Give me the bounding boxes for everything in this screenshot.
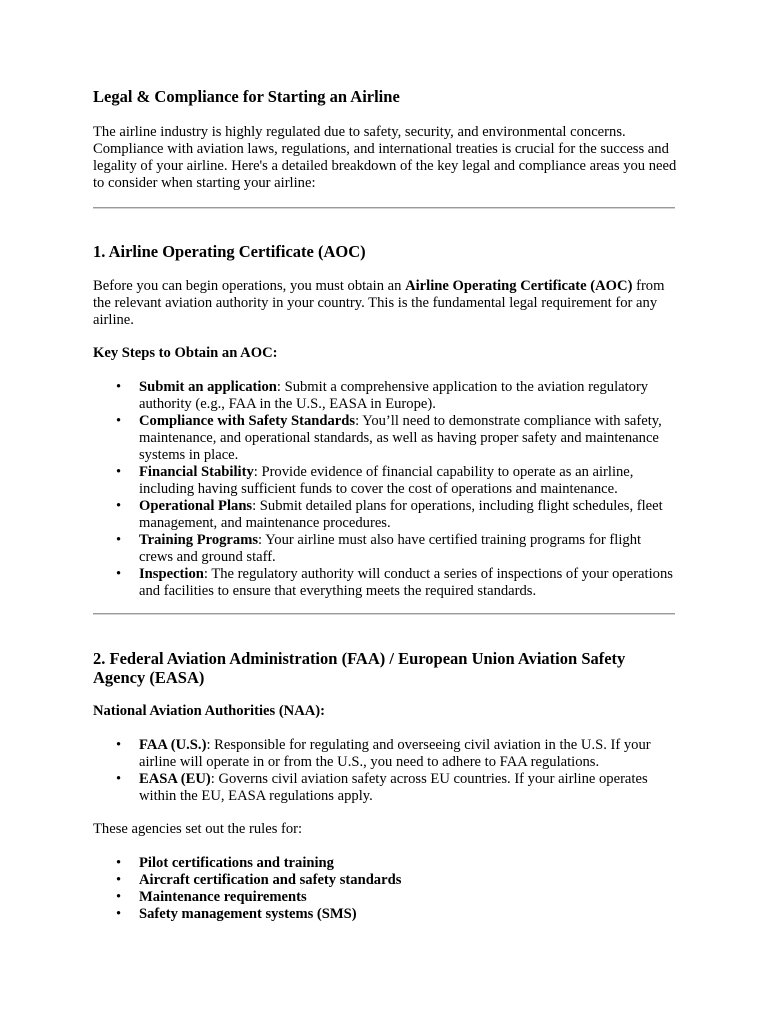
- list-item: [93, 737, 677, 771]
- list-item-term: Inspection: [139, 566, 204, 582]
- naa-subheading-text: National Aviation Authorities (NAA):: [93, 703, 326, 719]
- naa-subheading: [93, 703, 677, 720]
- list-item: [93, 498, 677, 532]
- list-item: [93, 413, 677, 464]
- bullet-icon: •: [116, 889, 122, 905]
- aoc-steps-subheading: [93, 345, 677, 362]
- list-item-term: Maintenance requirements: [139, 889, 307, 905]
- list-item: [93, 771, 677, 805]
- bullet-icon: •: [116, 379, 122, 395]
- bullet-icon: •: [116, 532, 122, 548]
- list-item-text: : You’ll need to demonstrate compliance with safety, maintenance, and operational standards, as well as having proper safety and maintenance systems in place.: [139, 413, 662, 463]
- list-item-text: : Submit a comprehensive application to the aviation regulatory authority (e.g., FAA in the U.S., EASA in Europe).: [139, 379, 649, 412]
- list-item-text: : Submit detailed plans for operations, including flight schedules, fleet management, and maintenance procedures.: [139, 498, 663, 531]
- list-item-term: Financial Stability: [139, 464, 254, 480]
- list-item-term: Compliance with Safety Standards: [139, 413, 356, 429]
- list-item-text: : Responsible for regulating and overseeing civil aviation in the U.S. If your airline will operate in or from the U.S., you need to adhere to FAA regulations.: [139, 737, 651, 770]
- section-divider: [93, 613, 675, 615]
- section-2-heading: 2. Federal Aviation Administration (FAA) / European Union Aviation Safety Agency (EASA): [93, 649, 626, 687]
- list-item-text: : Governs civil aviation safety across EU countries. If your airline operates within the EU, EASA regulations apply.: [139, 771, 648, 804]
- list-item: [93, 532, 677, 566]
- list-item-text: : The regulatory authority will conduct a series of inspections of your operations and facilities to ensure that everything meets the required standards.: [139, 566, 673, 599]
- bullet-icon: •: [116, 771, 122, 787]
- bullet-icon: •: [116, 464, 122, 480]
- list-item: [93, 889, 677, 906]
- bullet-icon: •: [116, 906, 122, 922]
- list-item: [93, 566, 677, 600]
- list-item: [93, 872, 677, 889]
- list-item: [93, 379, 677, 413]
- document-title: Legal & Compliance for Starting an Airline: [93, 87, 400, 106]
- list-item-term: FAA (U.S.): [139, 737, 207, 753]
- list-item-term: Submit an application: [139, 379, 277, 395]
- naa-list: [93, 737, 677, 805]
- bullet-icon: •: [116, 498, 122, 514]
- bullet-icon: •: [116, 566, 122, 582]
- list-item-text: : Your airline must also have certified training programs for flight crews and ground staff.: [139, 532, 642, 565]
- rules-list: [93, 855, 677, 923]
- aoc-intro-text-end: from the relevant aviation authority in your country. This is the fundamental legal requirement for any airline.: [93, 278, 665, 328]
- aoc-steps-subheading-text: Key Steps to Obtain an AOC:: [93, 345, 278, 361]
- intro-paragraph: The airline industry is highly regulated due to safety, security, and environmental concerns. Compliance with aviation laws, regulations, and international treaties is crucial for the success and legality of your airline. Here's a detailed breakdown of the key legal and compliance areas you need to consider when starting your airline:: [93, 124, 677, 191]
- list-item-term: EASA (EU): [139, 771, 211, 787]
- list-item: [93, 855, 677, 872]
- aoc-steps-list: [93, 379, 677, 600]
- rules-intro-paragraph: These agencies set out the rules for:: [93, 821, 303, 837]
- list-item-term: Aircraft certification and safety standards: [139, 872, 402, 888]
- list-item: [93, 906, 677, 923]
- bullet-icon: •: [116, 737, 122, 753]
- list-item-text: : Provide evidence of financial capability to operate as an airline, including having sufficient funds to cover the cost of operations and maintenance.: [139, 464, 634, 497]
- list-item: [93, 464, 677, 498]
- aoc-term: Airline Operating Certificate (AOC): [405, 278, 633, 294]
- list-item-term: Training Programs: [139, 532, 259, 548]
- bullet-icon: •: [116, 855, 122, 871]
- bullet-icon: •: [116, 872, 122, 888]
- aoc-intro-text-start: Before you can begin operations, you must obtain an: [93, 278, 406, 294]
- list-item-term: Operational Plans: [139, 498, 253, 514]
- list-item-term: Safety management systems (SMS): [139, 906, 357, 922]
- aoc-intro-paragraph: [93, 278, 677, 329]
- section-divider: [93, 207, 675, 209]
- list-item-term: Pilot certifications and training: [139, 855, 334, 871]
- section-1-heading: 1. Airline Operating Certificate (AOC): [93, 242, 366, 261]
- bullet-icon: •: [116, 413, 122, 429]
